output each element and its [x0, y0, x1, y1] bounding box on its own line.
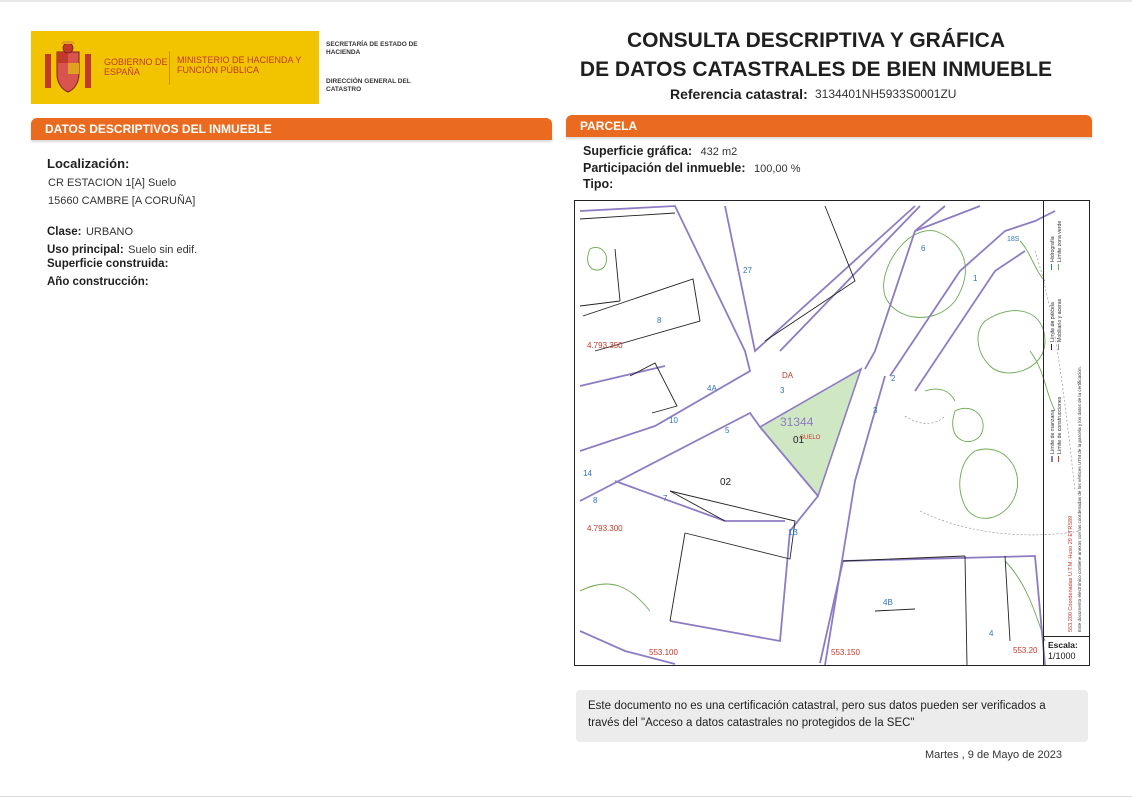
reference-value: 3134401NH5933S0001ZU — [815, 87, 957, 101]
map-label-suelo: SUELO — [800, 435, 821, 441]
legend-drawing — [1044, 200, 1089, 636]
participacion-row — [583, 159, 800, 177]
map-label-4b: 4B — [883, 598, 893, 607]
map-label-10: 10 — [669, 416, 678, 425]
map-label-02: 02 — [720, 477, 732, 488]
logo-divider — [169, 51, 170, 85]
tipo-label: Tipo: — [583, 177, 614, 191]
legend-parcela: Límite de parcela — [1050, 302, 1056, 342]
anio-construccion-label: Año construcción: — [47, 276, 149, 288]
map-label-8b: 8 — [593, 496, 598, 505]
map-label-4: 4 — [989, 629, 994, 638]
direccion-label: DIRECCIÓN GENERAL DEL CATASTRO — [326, 78, 411, 93]
localizacion-label: Localización: — [47, 156, 130, 171]
map-label-3b: 3 — [873, 406, 878, 415]
legend-zona-verde: Límite zona verde — [1057, 220, 1063, 262]
parcel-31344-01 — [760, 369, 861, 496]
legend-construcciones: Límite de construcciones — [1057, 396, 1063, 454]
map-label-2: 2 — [891, 374, 896, 383]
title-line-1: CONSULTA DESCRIPTIVA Y GRÁFICA — [626, 29, 1006, 52]
disclaimer-text: Este documento no es una certificación catastral, pero sus datos pueden ser verificados a través del "Acceso a datos catastrales no protegidos de la SEC" — [588, 700, 1046, 729]
map-label-parcela: 01 — [793, 435, 805, 446]
map-label-1: 1 — [973, 274, 978, 283]
superficie-grafica-value: 432 m2 — [700, 146, 738, 158]
clase-row — [47, 222, 133, 240]
map-label-manzana: 31344 — [780, 415, 814, 429]
uso-label: Uso principal: — [47, 244, 124, 256]
map-label-5: 5 — [725, 426, 730, 435]
reference-label: Referencia catastral: — [670, 86, 808, 102]
map-label-8: 8 — [657, 316, 662, 325]
map-coord-y2: 4.793.300 — [587, 524, 623, 533]
address-line-1: CR ESTACION 1[A] Suelo — [48, 177, 177, 189]
disclaimer-note — [576, 690, 1088, 742]
bottom-edge-line — [0, 796, 1132, 797]
parcela-header — [566, 115, 1092, 137]
map-label-7: 7 — [663, 494, 668, 503]
map-coord-x2: 553.150 — [831, 648, 860, 657]
descriptive-data-header — [31, 118, 552, 140]
page-title — [560, 26, 1072, 84]
legend-doc-note: Este documento electrónico contiene anexos con las coordenadas de los vértices UTM de la parcela y los datos de la certificación. — [1077, 366, 1082, 632]
scale-value: 1/1000 — [1048, 651, 1076, 661]
map-coord-y1: 4.793.350 — [587, 341, 623, 350]
legend-coords-note: 553.200 Coordenadas U.T.M. Huso 29 ETRS89 — [1068, 515, 1074, 632]
title-line-2: DE DATOS CATASTRALES DE BIEN INMUEBLE — [579, 58, 1053, 81]
map-coord-x1: 553.100 — [649, 648, 678, 657]
map-label-1b: 1B — [788, 528, 798, 537]
scale-label: Escala: — [1048, 640, 1078, 650]
legend-manzana: Límite de manzana — [1050, 409, 1056, 454]
document-date: Martes , 9 de Mayo de 2023 — [925, 749, 1062, 761]
map-coord-x3: 553.20 — [1013, 646, 1038, 655]
map-label-6: 6 — [921, 244, 926, 253]
legend-hidrografia: Hidrografía — [1050, 236, 1056, 262]
clase-value: URBANO — [85, 226, 134, 238]
map-label-18s: 18S — [1007, 236, 1020, 243]
participacion-label: Participación del inmueble: — [583, 161, 746, 175]
map-label-14: 14 — [583, 469, 592, 478]
descriptive-data-title: DATOS DESCRIPTIVOS DEL INMUEBLE — [45, 122, 272, 136]
cadastral-map — [574, 200, 1090, 666]
map-drawing — [575, 201, 1089, 665]
legend-mobiliario: Mobiliario y aceras — [1057, 298, 1063, 342]
map-label-27: 27 — [743, 266, 752, 275]
government-logo — [31, 31, 319, 104]
participacion-value: 100,00 % — [754, 163, 801, 175]
map-legend — [1043, 200, 1089, 636]
superficie-grafica-label: Superficie gráfica: — [583, 144, 693, 158]
map-label-3a: 3 — [780, 386, 785, 395]
clase-label: Clase: — [47, 226, 82, 238]
top-edge-line — [0, 0, 1132, 2]
map-label-4a: 4A — [707, 384, 717, 393]
superficie-grafica-row — [583, 142, 737, 160]
uso-row — [47, 240, 197, 258]
uso-value: Suelo sin edif. — [128, 244, 198, 256]
parcela-title: PARCELA — [580, 119, 638, 133]
coat-of-arms-icon — [43, 40, 93, 96]
address-line-2: 15660 CAMBRE [A CORUÑA] — [48, 195, 196, 207]
ministerio-label: MINISTERIO DE HACIENDA Y FUNCIÓN PÚBLICA — [177, 55, 302, 75]
secretaria-label: SECRETARÍA DE ESTADO DE HACIENDA — [326, 41, 418, 56]
gobierno-label: GOBIERNO DE ESPAÑA — [104, 57, 168, 77]
superficie-construida-label: Superficie construida: — [47, 258, 169, 270]
map-label-da: DA — [782, 371, 794, 380]
scale-box — [1043, 636, 1089, 665]
